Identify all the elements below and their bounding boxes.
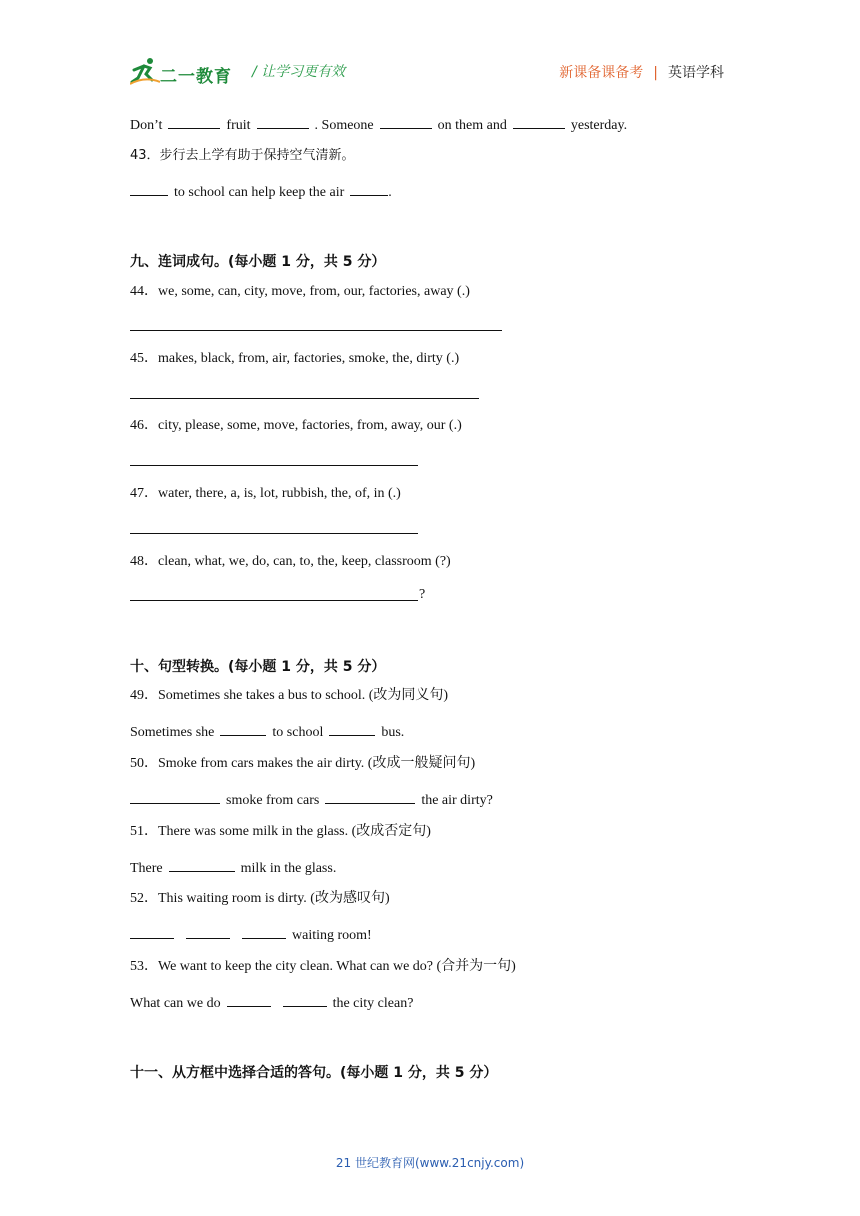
slogan: / 让学习更有效	[252, 64, 346, 80]
course-label: 新课备课备考	[559, 65, 644, 81]
blank	[329, 721, 375, 736]
text: on them and	[437, 118, 507, 133]
text: smoke from cars	[226, 793, 320, 808]
question-50: 50．Smoke from cars makes the air dirty. (改成一般疑问句)	[130, 756, 476, 771]
header-right	[559, 62, 724, 82]
text: to school can help keep the air	[174, 185, 345, 200]
text: milk in the glass.	[240, 861, 337, 876]
page-footer: 21 世纪教育网(www.21cnjy.com)	[335, 1156, 525, 1170]
q53-answer-line	[130, 992, 413, 1013]
answer-line-45	[130, 398, 479, 399]
blank	[513, 114, 565, 129]
blank	[380, 114, 432, 129]
blank	[168, 114, 220, 129]
blank	[242, 924, 286, 939]
text: Sometimes she	[130, 725, 215, 740]
blank	[227, 992, 271, 1007]
logo-text: 二一教育	[160, 67, 232, 87]
subject-label: 英语学科	[668, 65, 724, 81]
q51-answer-line	[130, 857, 336, 878]
blank	[220, 721, 266, 736]
blank	[186, 924, 230, 939]
text: the city clean?	[332, 996, 414, 1011]
blank	[130, 789, 220, 804]
question-45: 45．makes, black, from, air, factories, smoke, the, dirty (.)	[130, 351, 460, 366]
text: waiting room!	[292, 928, 372, 943]
question-52: 52．This waiting room is dirty. (改为感叹句)	[130, 891, 390, 906]
text: yesterday.	[570, 118, 628, 133]
answer-line-44	[130, 330, 502, 331]
answer-line-48	[130, 600, 418, 601]
section-9-title: 九、连词成句。(每小题 1 分，共 5 分）	[130, 254, 386, 270]
question-46: 46．city, please, some, move, factories, from, away, our (.)	[130, 418, 462, 433]
text: What can we do	[130, 996, 221, 1011]
answer-line-47	[130, 533, 418, 534]
text: the air dirty?	[421, 793, 493, 808]
q42-answer-line	[130, 114, 627, 135]
question-44: 44．we, some, can, city, move, from, our, factories, away (.)	[130, 284, 470, 299]
blank	[130, 924, 174, 939]
question-51: 51．There was some milk in the glass. (改成否定句)	[130, 824, 431, 839]
runner-logo-icon	[130, 56, 160, 86]
question-48: 48．clean, what, we, do, can, to, the, keep, classroom (?)	[130, 554, 451, 569]
blank	[257, 114, 309, 129]
q50-answer-line	[130, 789, 493, 810]
q49-answer-line	[130, 721, 404, 742]
text: bus.	[381, 725, 405, 740]
q52-answer-line	[130, 924, 372, 945]
text: to school	[272, 725, 324, 740]
question-47: 47．water, there, a, is, lot, rubbish, the, of, in (.)	[130, 486, 401, 501]
blank	[325, 789, 415, 804]
text: There	[130, 861, 163, 876]
question-43: 43．步行去上学有助于保持空气清新。	[130, 148, 355, 163]
question-49: 49．Sometimes she takes a bus to school. (改为同义句)	[130, 688, 449, 703]
section-11-title: 十一、从方框中选择合适的答句。(每小题 1 分，共 5 分）	[130, 1065, 498, 1081]
blank	[169, 857, 235, 872]
page-header	[130, 52, 730, 88]
logo	[130, 56, 240, 86]
blank	[350, 181, 388, 196]
text: .	[388, 185, 392, 200]
question-53: 53．We want to keep the city clean. What can we do? (合并为一句)	[130, 959, 516, 974]
answer-line-46	[130, 465, 418, 466]
text: . Someone	[314, 118, 374, 133]
text: fruit	[226, 118, 251, 133]
header-separator: |	[653, 65, 658, 81]
text: Don’t	[130, 118, 163, 133]
blank	[130, 181, 168, 196]
question-48-mark: ?	[419, 587, 426, 602]
section-10-title: 十、句型转换。(每小题 1 分，共 5 分）	[130, 659, 386, 675]
blank	[283, 992, 327, 1007]
q43-answer-line	[130, 181, 392, 202]
